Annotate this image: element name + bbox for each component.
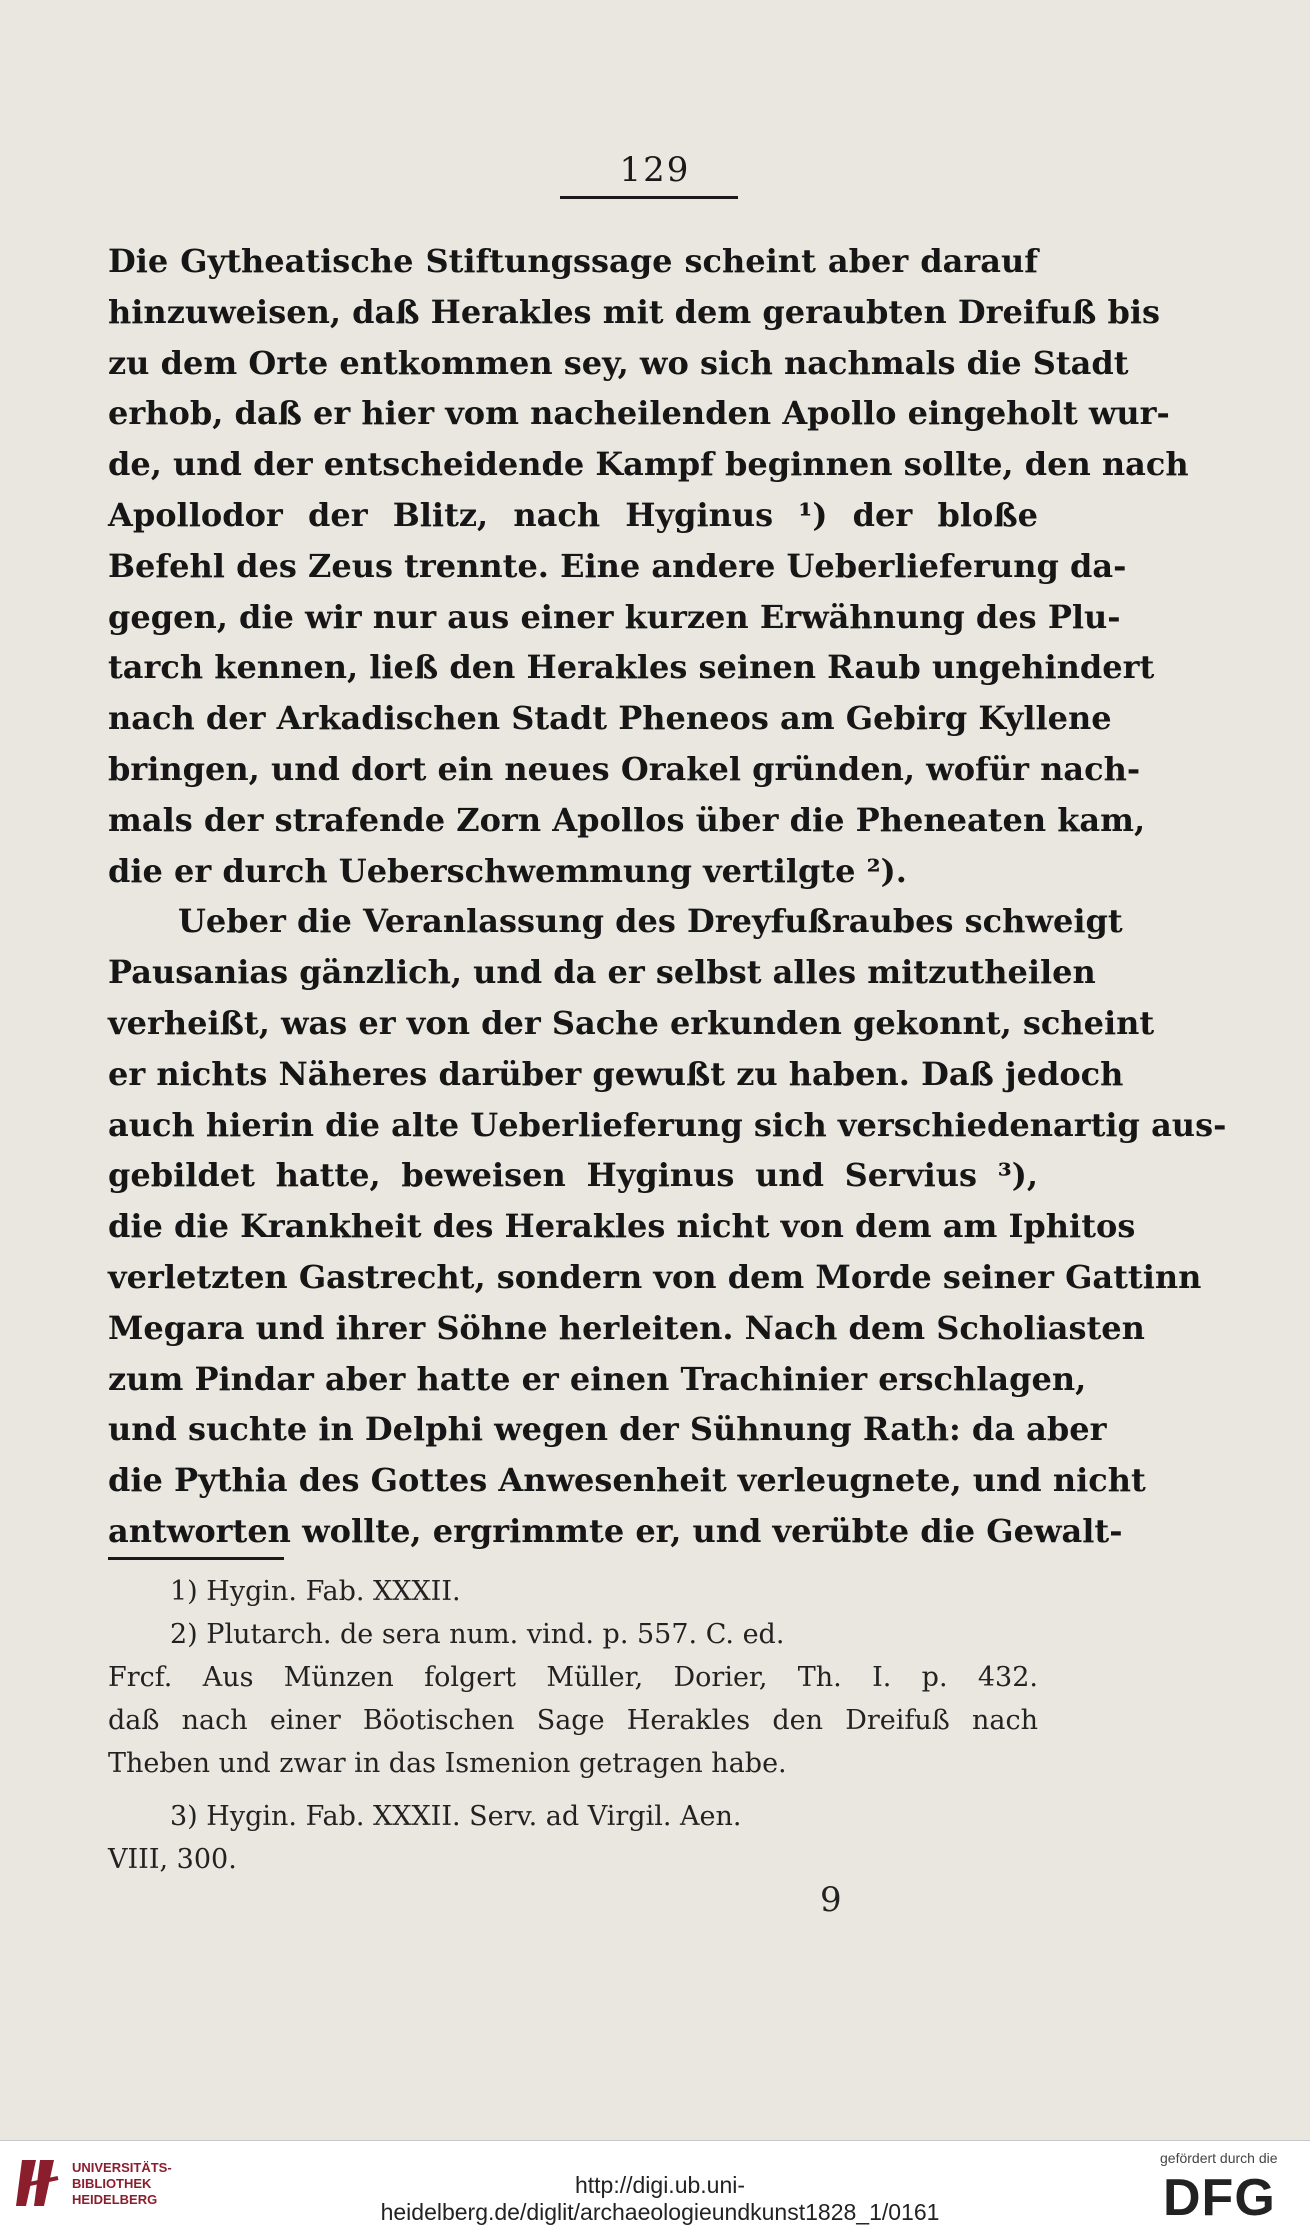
text-line: Megara und ihrer Söhne herleiten. Nach dem Scholiasten (108, 1308, 1145, 1347)
dfg-logo: DFG (1163, 2169, 1276, 2227)
library-name-line: UNIVERSITÄTS- (72, 2160, 172, 2175)
text-line: verheißt, was er von der Sache erkunden gekonnt, scheint (108, 1003, 1155, 1042)
text-line: zum Pindar aber hatte er einen Trachinier erschlagen, (108, 1359, 1087, 1398)
text-line: Apollodor der Blitz, nach Hyginus ¹) der bloße (108, 495, 1038, 534)
text-line: Befehl des Zeus trennte. Eine andere Ueberlieferung da- (108, 546, 1127, 585)
header-rule (560, 196, 738, 199)
footnote-continuation: VIII, 300. (108, 1844, 237, 1875)
signature-mark: 9 (820, 1880, 842, 1920)
text-line: er nichts Näheres darüber gewußt zu haben. Daß jedoch (108, 1054, 1124, 1093)
footnote-continuation: daß nach einer Böotischen Sage Herakles den Dreifuß nach (108, 1705, 1038, 1736)
text-line: Die Gytheatische Stiftungssage scheint aber darauf (108, 242, 1038, 280)
footnote: 2) Plutarch. de sera num. vind. p. 557. C. ed. (170, 1619, 785, 1650)
text-line: die er durch Ueberschwemmung vertilgte ²). (108, 851, 907, 890)
body-text (108, 236, 1227, 1557)
text-line: die Pythia des Gottes Anwesenheit verleugnete, und nicht (108, 1461, 1146, 1500)
text-line: verletzten Gastrecht, sondern von dem Morde seiner Gattinn (108, 1257, 1202, 1296)
text-line: Ueber die Veranlassung des Dreyfußraubes schweigt (178, 902, 1123, 941)
library-name (72, 2160, 172, 2208)
footnote-rule (108, 1557, 284, 1560)
text-line: antworten wollte, ergrimmte er, und verübte die Gewalt- (108, 1511, 1123, 1550)
library-name-line: BIBLIOTHEK (72, 2176, 152, 2191)
text-line: nach der Arkadischen Stadt Pheneos am Gebirg Kyllene (108, 699, 1112, 738)
text-line: tarch kennen, ließ den Herakles seinen Raub ungehindert (108, 648, 1155, 687)
text-line: de, und der entscheidende Kampf beginnen sollte, den nach (108, 445, 1189, 484)
permalink-url[interactable]: http://digi.ub.uni-heidelberg.de/diglit/archaeologieundkunst1828_1/0161 (380, 2172, 940, 2225)
text-line: zu dem Orte entkommen sey, wo sich nachmals die Stadt (108, 343, 1129, 382)
text-line: die die Krankheit des Herakles nicht von dem am Iphitos (108, 1207, 1136, 1246)
footnote: 1) Hygin. Fab. XXXII. (170, 1576, 461, 1607)
text-line: gebildet hatte, beweisen Hyginus und Servius ³), (108, 1156, 1038, 1195)
text-line: mals der strafende Zorn Apollos über die Pheneaten kam, (108, 800, 1146, 839)
text-line: gegen, die wir nur aus einer kurzen Erwähnung des Plu- (108, 597, 1121, 636)
text-line: hinzuweisen, daß Herakles mit dem geraubten Dreifuß bis (108, 292, 1161, 331)
footnotes (108, 1570, 1038, 1881)
footnote-continuation: Frcf. Aus Münzen folgert Müller, Dorier, Th. I. p. 432. (108, 1662, 1038, 1693)
footnote-continuation: Theben und zwar in das Ismenion getragen habe. (108, 1748, 787, 1779)
text-line: bringen, und dort ein neues Orakel gründen, wofür nach- (108, 749, 1141, 788)
text-line: Pausanias gänzlich, und da er selbst alles mitzutheilen (108, 953, 1096, 992)
funded-by-label: gefördert durch die (1160, 2150, 1278, 2166)
page-number: 129 (619, 150, 691, 190)
text-line: und suchte in Delphi wegen der Sühnung Rath: da aber (108, 1410, 1107, 1449)
text-line: erhob, daß er hier vom nacheilenden Apollo eingeholt wur- (108, 394, 1170, 433)
text-line: auch hierin die alte Ueberlieferung sich verschiedenartig aus- (108, 1105, 1227, 1144)
footnote: 3) Hygin. Fab. XXXII. Serv. ad Virgil. Aen. (170, 1801, 742, 1832)
university-library-logo-icon (14, 2156, 62, 2210)
library-name-line: HEIDELBERG (72, 2192, 158, 2207)
